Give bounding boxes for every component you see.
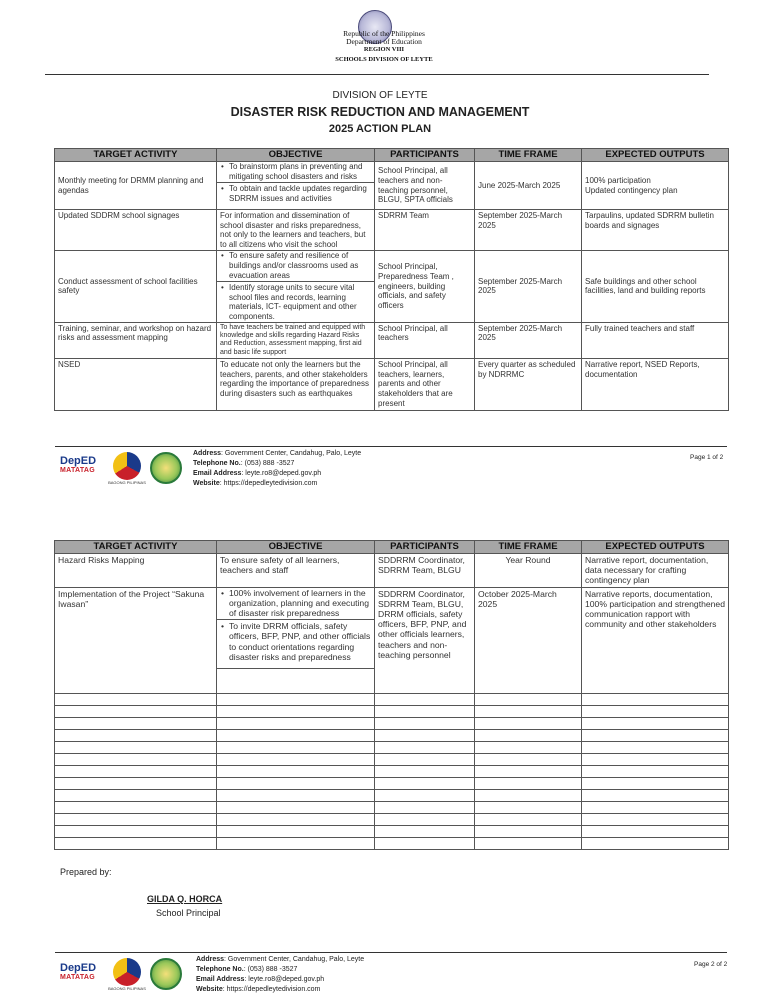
table-row bbox=[55, 359, 729, 411]
signatory-name: GILDA Q. HORCA bbox=[147, 894, 223, 904]
empty-row bbox=[55, 693, 729, 705]
objective-bullet: • To ensure safety and resilience of buildings and/or classrooms used as evacuation areas bbox=[220, 251, 371, 280]
empty-row bbox=[55, 789, 729, 801]
col-header-outputs: EXPECTED OUTPUTS bbox=[582, 541, 729, 554]
cell-timeframe: September 2025-March 2025 bbox=[475, 210, 582, 251]
cell-activity: Training, seminar, and workshop on hazard risks and assessment mapping bbox=[55, 322, 217, 359]
cell-participants: SDRRM Team bbox=[375, 210, 475, 251]
title-main: DISASTER RISK REDUCTION AND MANAGEMENT bbox=[230, 105, 530, 119]
empty-row bbox=[55, 705, 729, 717]
bagong-pilipinas-logo: BAGONG PILIPINAS bbox=[106, 452, 148, 484]
cell-objective: To educate not only the learners but the teachers, parents, and other stakeholders regarding the importance of preparedness during disasters such as earthquakes bbox=[217, 359, 375, 411]
objective-bullet: • 100% involvement of learners in the organization, planning and executing of disaster risk preparedness bbox=[220, 588, 371, 619]
objective-bullet: • To invite DRRM officials, safety officers, BFP, PNP, and other officials to conduct orientations regarding disaster risks and preparedness bbox=[220, 621, 371, 662]
cell-timeframe: October 2025-March 2025 bbox=[475, 587, 582, 693]
col-header-participants: PARTICIPANTS bbox=[375, 541, 475, 554]
table-row bbox=[55, 322, 729, 359]
cell-activity: Hazard Risks Mapping bbox=[55, 554, 217, 588]
bagong-pilipinas-logo: BAGONG PILIPINAS bbox=[106, 958, 148, 990]
footer-divider bbox=[55, 446, 727, 447]
cell-activity: NSED bbox=[55, 359, 217, 411]
table-header-row bbox=[55, 541, 729, 554]
cell-objective bbox=[217, 162, 375, 210]
cell-activity: Conduct assessment of school facilities safety bbox=[55, 251, 217, 322]
table-header-row bbox=[55, 149, 729, 162]
cell-outputs: Fully trained teachers and staff bbox=[582, 322, 729, 359]
cell-objective bbox=[217, 251, 375, 322]
cell-objective: To have teachers be trained and equipped with knowledge and skills regarding Hazard Risks and Reduction, assessment mapping, first aid and basic life support bbox=[217, 322, 375, 359]
col-header-activity: TARGET ACTIVITY bbox=[55, 541, 217, 554]
signatory-title: School Principal bbox=[156, 908, 221, 918]
header-divider bbox=[45, 74, 709, 75]
cell-outputs: Tarpaulins, updated SDRRM bulletin boards and signages bbox=[582, 210, 729, 251]
col-header-timeframe: TIME FRAME bbox=[475, 149, 582, 162]
cell-participants: SDDRRM Coordinator, SDRRM Team, BLGU bbox=[375, 554, 475, 588]
objective-bullet: • To brainstorm plans in preventing and mitigating school disasters and risks bbox=[220, 162, 371, 181]
cell-participants: School Principal, Preparedness Team , engineers, building officials, and safety officers bbox=[375, 251, 475, 322]
footer-address-block: Address: Government Center, Candahug, Palo, Leyte Telephone No.: (053) 888 -3527 Email Address: leyte.ro8@deped.gov.ph Website: https://depedleytedivision.com bbox=[193, 450, 362, 487]
table-row bbox=[55, 587, 729, 693]
objective-bullet: • Identify storage units to secure vital school files and records, learning materials, ICT- equipment and other components. bbox=[220, 283, 371, 321]
empty-row bbox=[55, 729, 729, 741]
table-row bbox=[55, 162, 729, 210]
col-header-timeframe: TIME FRAME bbox=[475, 541, 582, 554]
cell-outputs: Narrative report, NSED Reports, documentation bbox=[582, 359, 729, 411]
cell-participants: School Principal, all teachers bbox=[375, 322, 475, 359]
cell-outputs: 100% participation Updated contingency plan bbox=[582, 162, 729, 210]
empty-row bbox=[55, 801, 729, 813]
table-row bbox=[55, 554, 729, 588]
deped-logo: DepED MATATAG bbox=[60, 962, 97, 981]
header-department: Department of Education bbox=[346, 37, 422, 46]
cell-activity: Monthly meeting for DRMM planning and agendas bbox=[55, 162, 217, 210]
empty-row bbox=[55, 837, 729, 849]
col-header-activity: TARGET ACTIVITY bbox=[55, 149, 217, 162]
objective-bullet: • To obtain and tackle updates regarding SDRRM issues and activities bbox=[220, 184, 371, 203]
cell-objective: For information and dissemination of school disaster and risks preparedness, not only to the learners and teachers, but to all citizens who visit the school bbox=[217, 210, 375, 251]
title-year: 2025 ACTION PLAN bbox=[328, 123, 432, 135]
cell-objective: To ensure safety of all learners, teachers and staff bbox=[217, 554, 375, 588]
empty-row bbox=[55, 741, 729, 753]
cell-participants: School Principal, all teachers, learners, parents and other stakeholders that are present bbox=[375, 359, 475, 411]
empty-row bbox=[55, 753, 729, 765]
action-plan-table-page2 bbox=[54, 540, 729, 850]
action-plan-table-page1 bbox=[54, 148, 729, 411]
cell-participants: School Principal, all teachers and non-teaching personnel, BLGU, SPTA officials bbox=[375, 162, 475, 210]
cell-activity: Implementation of the Project “Sakuna Iwasan” bbox=[55, 587, 217, 693]
empty-row bbox=[55, 777, 729, 789]
header-republic: Republic of the Philippines bbox=[343, 29, 425, 38]
cell-outputs: Narrative reports, documentation, 100% participation and strengthened communication rapport with community and other stakeholders bbox=[582, 587, 729, 693]
footer-address-block: Address: Government Center, Candahug, Palo, Leyte Telephone No.: (053) 888 -3527 Email Address: leyte.ro8@deped.gov.ph Website: https://depedleytedivision.com bbox=[196, 956, 365, 993]
deped-logo: DepED MATATAG bbox=[60, 455, 97, 474]
col-header-objective: OBJECTIVE bbox=[217, 149, 375, 162]
title-division: DIVISION OF LEYTE bbox=[332, 90, 428, 101]
table-row bbox=[55, 210, 729, 251]
page-number: Page 2 of 2 bbox=[694, 961, 728, 968]
empty-row bbox=[55, 825, 729, 837]
sdo-leyte-seal-icon bbox=[150, 452, 182, 484]
page-number: Page 1 of 2 bbox=[690, 454, 724, 461]
cell-activity: Updated SDDRM school signages bbox=[55, 210, 217, 251]
table-row bbox=[55, 251, 729, 322]
cell-timeframe: Year Round bbox=[475, 554, 582, 588]
cell-participants: SDDRRM Coordinator, SDRRM Team, BLGU, DRRM officials, safety officers, BFP, PNP, and other officials learners, teachers and non-teaching personnel bbox=[375, 587, 475, 693]
cell-timeframe: September 2025-March 2025 bbox=[475, 322, 582, 359]
empty-row bbox=[55, 813, 729, 825]
header-division: SCHOOLS DIVISION OF LEYTE bbox=[335, 56, 433, 63]
cell-outputs: Narrative report, documentation, data necessary for crafting contingency plan bbox=[582, 554, 729, 588]
col-header-objective: OBJECTIVE bbox=[217, 541, 375, 554]
empty-row bbox=[55, 717, 729, 729]
sdo-leyte-seal-icon bbox=[150, 958, 182, 990]
footer-divider bbox=[55, 952, 727, 953]
cell-timeframe: June 2025-March 2025 bbox=[475, 162, 582, 210]
cell-timeframe: Every quarter as scheduled by NDRRMC bbox=[475, 359, 582, 411]
prepared-by-label: Prepared by: bbox=[60, 867, 112, 877]
cell-timeframe: September 2025-March 2025 bbox=[475, 251, 582, 322]
cell-outputs: Safe buildings and other school facilities, land and building reports bbox=[582, 251, 729, 322]
col-header-outputs: EXPECTED OUTPUTS bbox=[582, 149, 729, 162]
cell-objective bbox=[217, 587, 375, 693]
empty-row bbox=[55, 765, 729, 777]
col-header-participants: PARTICIPANTS bbox=[375, 149, 475, 162]
header-region: REGION VIII bbox=[363, 46, 405, 53]
